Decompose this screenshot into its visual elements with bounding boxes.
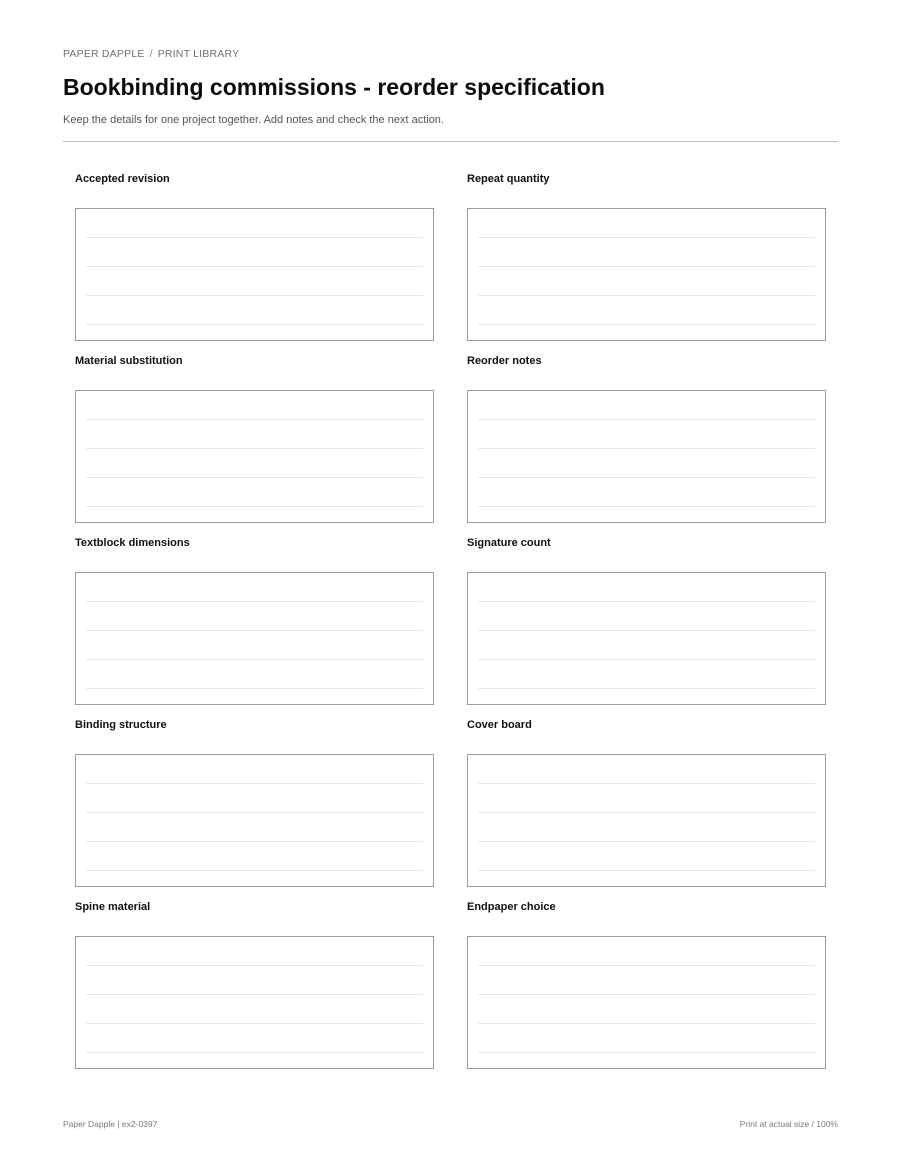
writing-line (86, 1052, 423, 1053)
notes-box-cover-board[interactable] (467, 754, 826, 887)
field-signature-count (467, 536, 826, 718)
field-label: Spine material (75, 901, 151, 913)
writing-line (478, 841, 815, 842)
writing-line (86, 1023, 423, 1024)
writing-line (86, 601, 423, 602)
breadcrumb-separator: / (149, 48, 153, 60)
writing-line (478, 506, 815, 507)
field-spine-material (75, 900, 434, 1082)
field-binding-structure (75, 718, 434, 900)
field-reorder-notes (467, 354, 826, 536)
page-subtitle: Keep the details for one project together. Add notes and check the next action. (63, 114, 444, 126)
notes-box-textblock-dimensions[interactable] (75, 572, 434, 705)
writing-line (478, 994, 815, 995)
field-label: Reorder notes (467, 355, 542, 367)
writing-line (478, 295, 815, 296)
writing-line (86, 448, 423, 449)
writing-line (478, 783, 815, 784)
field-label: Material substitution (75, 355, 183, 367)
writing-line (86, 324, 423, 325)
writing-line (478, 237, 815, 238)
footer-document-id: Paper Dapple | ex2-0397 (63, 1119, 158, 1129)
writing-line (86, 870, 423, 871)
writing-line (478, 812, 815, 813)
breadcrumb-item-brand: PAPER DAPPLE (63, 48, 145, 60)
writing-line (478, 1052, 815, 1053)
writing-line (478, 324, 815, 325)
field-endpaper-choice (467, 900, 826, 1082)
breadcrumb (63, 48, 239, 60)
notes-box-signature-count[interactable] (467, 572, 826, 705)
writing-line (86, 783, 423, 784)
notes-box-repeat-quantity[interactable] (467, 208, 826, 341)
writing-line (86, 295, 423, 296)
page-title: Bookbinding commissions - reorder specification (63, 74, 605, 100)
writing-line (478, 477, 815, 478)
notes-box-reorder-notes[interactable] (467, 390, 826, 523)
writing-line (86, 630, 423, 631)
field-material-substitution (75, 354, 434, 536)
writing-line (478, 266, 815, 267)
field-label: Repeat quantity (467, 173, 550, 185)
writing-line (86, 965, 423, 966)
breadcrumb-item-section: PRINT LIBRARY (157, 48, 240, 60)
field-label: Endpaper choice (467, 901, 556, 913)
field-label: Signature count (467, 537, 551, 549)
field-textblock-dimensions (75, 536, 434, 718)
writing-line (86, 994, 423, 995)
notes-box-binding-structure[interactable] (75, 754, 434, 887)
field-label: Textblock dimensions (75, 537, 190, 549)
writing-line (478, 965, 815, 966)
writing-line (86, 688, 423, 689)
notes-box-accepted-revision[interactable] (75, 208, 434, 341)
field-label: Binding structure (75, 719, 167, 731)
writing-line (478, 630, 815, 631)
writing-line (478, 688, 815, 689)
writing-line (86, 659, 423, 660)
writing-line (86, 419, 423, 420)
footer-print-note: Print at actual size / 100% (739, 1119, 838, 1129)
field-cover-board (467, 718, 826, 900)
notes-box-endpaper-choice[interactable] (467, 936, 826, 1069)
field-label: Accepted revision (75, 173, 170, 185)
field-repeat-quantity (467, 172, 826, 354)
writing-line (86, 477, 423, 478)
writing-line (86, 237, 423, 238)
notes-box-spine-material[interactable] (75, 936, 434, 1069)
writing-line (478, 1023, 815, 1024)
writing-line (86, 841, 423, 842)
writing-line (478, 419, 815, 420)
notes-box-material-substitution[interactable] (75, 390, 434, 523)
field-label: Cover board (467, 719, 532, 731)
spec-fields-grid (75, 172, 826, 1082)
writing-line (478, 601, 815, 602)
writing-line (86, 506, 423, 507)
writing-line (478, 659, 815, 660)
writing-line (86, 266, 423, 267)
writing-line (478, 448, 815, 449)
field-accepted-revision (75, 172, 434, 354)
writing-line (478, 870, 815, 871)
header-divider (63, 141, 838, 142)
writing-line (86, 812, 423, 813)
